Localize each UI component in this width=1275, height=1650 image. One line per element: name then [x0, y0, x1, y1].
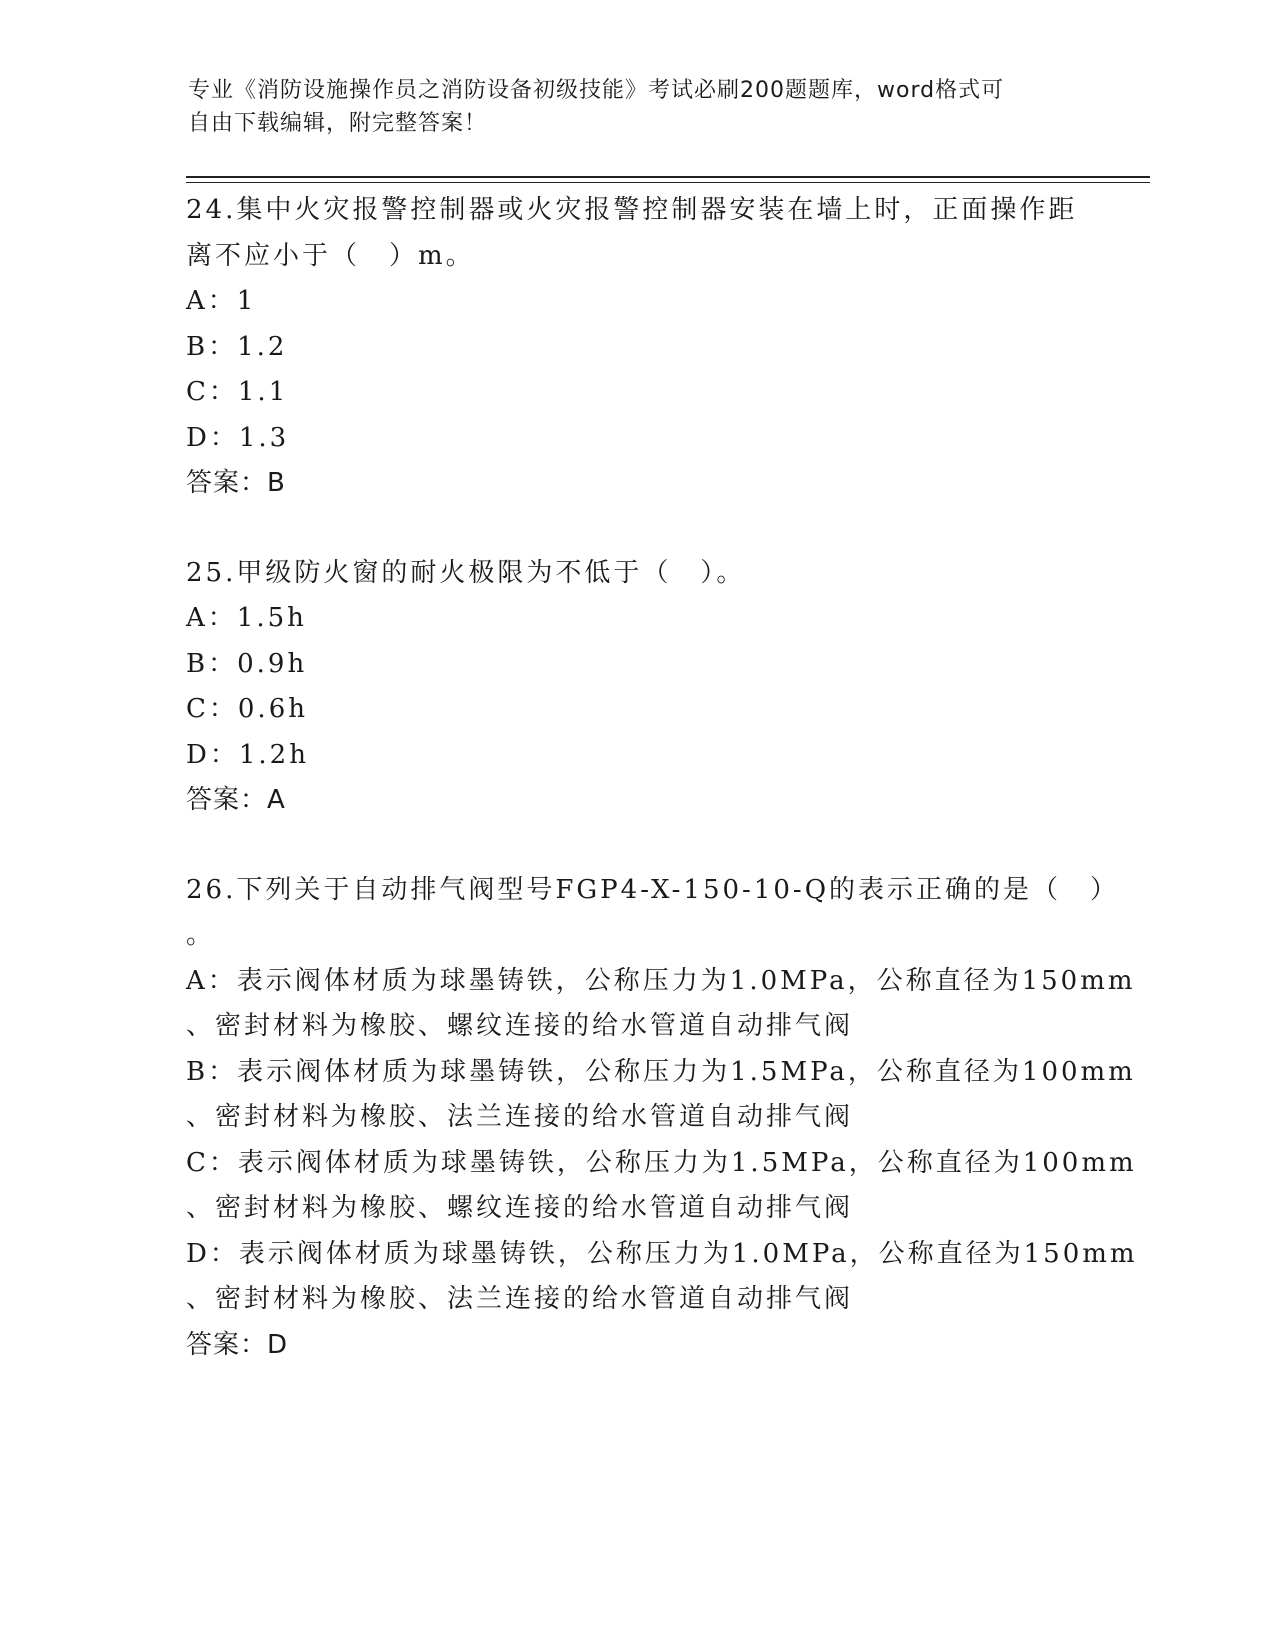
page-header — [188, 74, 1068, 140]
option-c: C：表示阀体材质为球墨铸铁，公称压力为1.5MPa，公称直径为100mm — [186, 1147, 1137, 1178]
option-b: B：0.9h — [186, 648, 308, 679]
question-list — [186, 188, 1138, 1368]
option-c-continued: 、密封材料为橡胶、螺纹连接的给水管道自动排气阀 — [186, 1193, 854, 1223]
header-divider — [186, 176, 1150, 178]
option-a-continued: 、密封材料为橡胶、螺纹连接的给水管道自动排气阀 — [186, 1011, 854, 1041]
question-item — [186, 868, 1138, 1369]
option-c: C：1.1 — [186, 377, 289, 407]
option-d-continued: 、密封材料为橡胶、法兰连接的给水管道自动排气阀 — [186, 1284, 854, 1314]
question-stem: 离不应小于（ ）m。 — [186, 240, 475, 271]
question-stem: 25.甲级防火窗的耐火极限为不低于（ ）。 — [186, 557, 746, 588]
option-b: B：表示阀体材质为球墨铸铁，公称压力为1.5MPa，公称直径为100mm — [186, 1056, 1136, 1087]
question-item — [186, 188, 1086, 507]
option-a: A：1 — [186, 286, 257, 316]
option-a: A：表示阀体材质为球墨铸铁，公称压力为1.0MPa，公称直径为150mm — [186, 965, 1136, 996]
question-stem: 。 — [186, 920, 216, 950]
option-c: C：0.6h — [186, 694, 308, 724]
option-d: D：1.3 — [186, 422, 290, 453]
option-a: A：1.5h — [186, 603, 307, 633]
option-b-continued: 、密封材料为橡胶、法兰连接的给水管道自动排气阀 — [186, 1102, 854, 1132]
answer-line: 答案：D — [186, 1329, 289, 1360]
header-line: 自由下载编辑，附完整答案！ — [188, 111, 488, 136]
header-divider-thin — [186, 182, 1150, 183]
answer-line: 答案：B — [186, 468, 286, 498]
header-line: 专业《消防设施操作员之消防设备初级技能》考试必刷200题题库，word格式可 — [188, 78, 1005, 103]
question-stem: 24.集中火灾报警控制器或火灾报警控制器安装在墙上时，正面操作距 — [186, 195, 1078, 225]
option-d: D：1.2h — [186, 739, 309, 770]
answer-line: 答案：A — [186, 785, 286, 815]
option-d: D：表示阀体材质为球墨铸铁，公称压力为1.0MPa，公称直径为150mm — [186, 1238, 1138, 1269]
question-item — [186, 551, 1086, 824]
question-stem: 26.下列关于自动排气阀型号FGP4-X-150-10-Q的表示正确的是（ ） — [186, 874, 1120, 905]
option-b: B：1.2 — [186, 331, 288, 362]
